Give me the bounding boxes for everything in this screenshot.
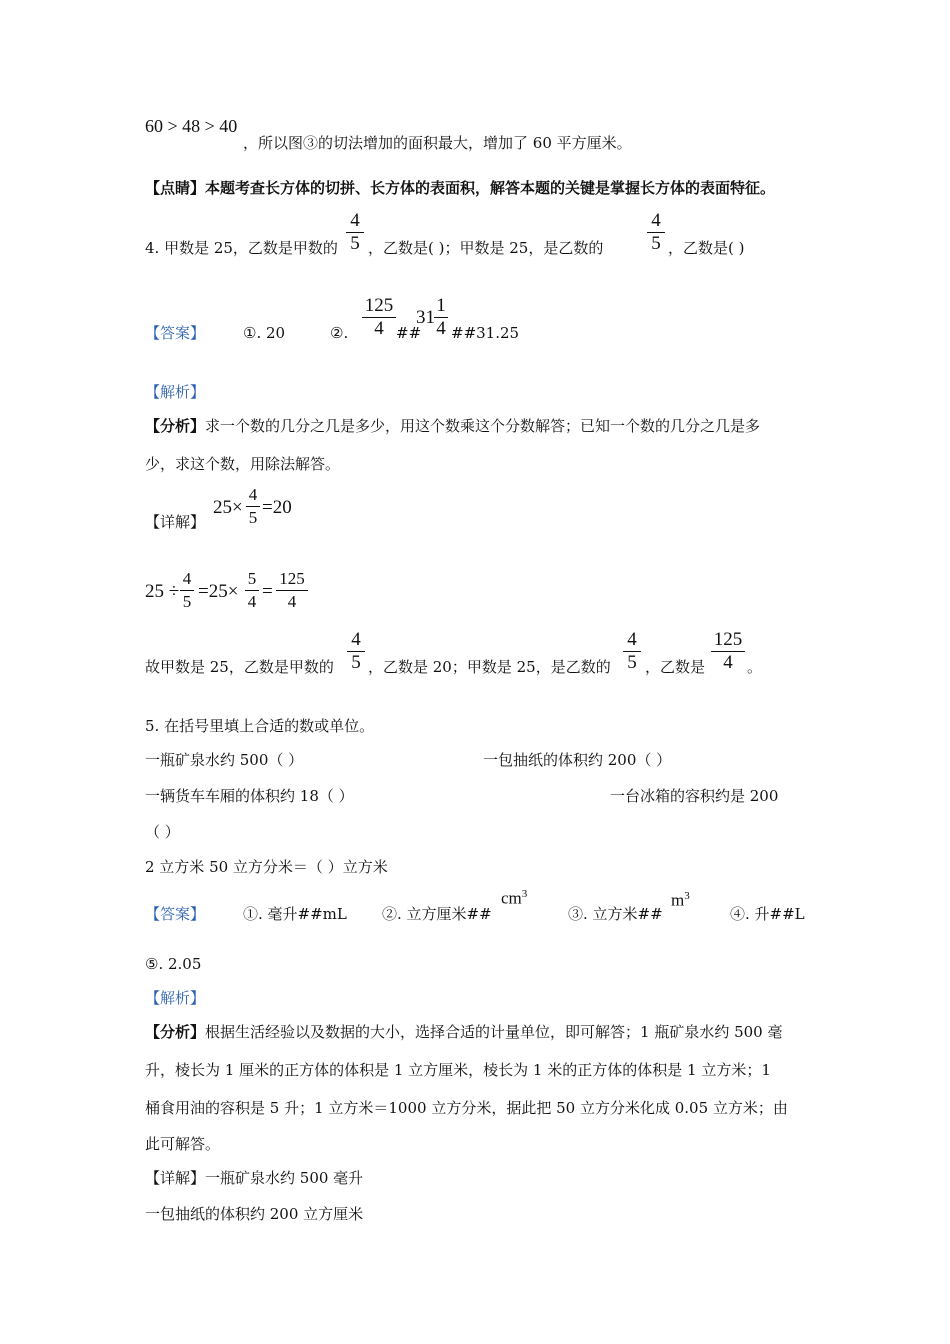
dianjing-note: 【点睛】本题考查长方体的切拼、长方体的表面积，解答本题的关键是掌握长方体的表面特征。 bbox=[145, 179, 776, 197]
q5-detail-1: 【详解】一瓶矿泉水约 500 毫升 bbox=[145, 1169, 364, 1187]
separator: ## bbox=[396, 324, 422, 342]
xiangjie-tag: 【详解】 bbox=[145, 513, 206, 531]
answer-2-rest: ##31.25 bbox=[451, 324, 520, 342]
conclusion-3: ，乙数是 bbox=[645, 658, 706, 676]
conclusion-1: 故甲数是 25，乙数是甲数的 bbox=[145, 658, 334, 676]
q5-answer-3: ③. 立方米## bbox=[568, 905, 663, 923]
q5-answer-5: ⑤. 2.05 bbox=[145, 955, 202, 973]
eq2-left: 25 ÷ bbox=[145, 581, 180, 602]
q5-answer-4: ④. 升##L bbox=[730, 905, 805, 923]
answer-tag: 【答案】 bbox=[145, 324, 206, 342]
q4-text-1: 4. 甲数是 25，乙数是甲数的 bbox=[145, 239, 338, 257]
conclusion-4: 。 bbox=[747, 658, 763, 676]
eq1-left: 25× bbox=[213, 497, 243, 518]
q5-item-1: 一瓶矿泉水约 500（ ） bbox=[145, 751, 304, 769]
conc-fraction-3: 125 4 bbox=[711, 629, 745, 674]
fenxi-text: 求一个数的几分之几是多少，用这个数乘这个分数解答；已知一个数的几分之几是多 bbox=[205, 417, 761, 435]
q5-item-2: 一包抽纸的体积约 200（ ） bbox=[483, 751, 672, 769]
q4-text-2: ，乙数是( )；甲数是 25，是乙数的 bbox=[368, 239, 604, 257]
q5-answer-tag: 【答案】 bbox=[145, 905, 206, 923]
q5-fenxi-2: 升，棱长为 1 厘米的正方体的体积是 1 立方厘米，棱长为 1 米的正方体的体积是 1 立方米；1 bbox=[145, 1061, 771, 1079]
conc-fraction-2: 4 5 bbox=[623, 629, 641, 674]
eq1-right: =20 bbox=[262, 497, 292, 518]
q5-detail-2: 一包抽纸的体积约 200 立方厘米 bbox=[145, 1205, 364, 1223]
eq2-eq: = bbox=[262, 581, 273, 602]
eq2-result: 125 4 bbox=[276, 568, 308, 613]
conc-fraction-1: 4 5 bbox=[347, 629, 365, 674]
q5-item-4-blank: （ ） bbox=[145, 823, 180, 841]
q5-answer-2: ②. 立方厘米## bbox=[382, 905, 492, 923]
q5-fenxi-text: 根据生活经验以及数据的大小，选择合适的计量单位，即可解答；1 瓶矿泉水约 500 毫 bbox=[205, 1023, 783, 1041]
mixed-whole: 31 bbox=[416, 307, 435, 328]
q5-fenxi-1: 【分析】根据生活经验以及数据的大小，选择合适的计量单位，即可解答；1 瓶矿泉水约 500 毫 bbox=[145, 1023, 783, 1041]
q5-title: 5. 在括号里填上合适的数或单位。 bbox=[145, 717, 375, 735]
unit-m3: $m^3$ bbox=[671, 890, 690, 910]
q5-item-4: 一台冰箱的容积约是 200 bbox=[610, 787, 779, 805]
eq1-fraction: 4 5 bbox=[246, 484, 260, 529]
jiexi-tag: 【解析】 bbox=[145, 383, 206, 401]
unit-cm3: $cm^3$ bbox=[501, 888, 528, 908]
fraction-4-5-b: 4 5 bbox=[647, 210, 665, 255]
q5-fenxi-4: 此可解答。 bbox=[145, 1135, 221, 1153]
q5-answer-1: ①. 毫升##mL bbox=[243, 905, 347, 923]
q5-item-3: 一辆货车车厢的体积约 18（ ） bbox=[145, 787, 354, 805]
conclusion-text: ，所以图③的切法增加的面积最大，增加了 60 平方厘米。 bbox=[243, 134, 632, 152]
inequality: 60 > 48 > 40 bbox=[145, 116, 238, 136]
eq2-fraction-1: 4 5 bbox=[180, 568, 194, 613]
fenxi-line-2: 少，求这个数，用除法解答。 bbox=[145, 455, 341, 473]
q5-fenxi-3: 桶食用油的容积是 5 升；1 立方米＝1000 立方分米，据此把 50 立方分米化成 0.05 立方米；由 bbox=[145, 1099, 788, 1117]
fenxi-line-1: 【分析】求一个数的几分之几是多少，用这个数乘这个分数解答；已知一个数的几分之几是多 bbox=[145, 417, 761, 435]
q5-item-5: 2 立方米 50 立方分米＝（ ）立方米 bbox=[145, 858, 388, 876]
fraction-125-4: 125 4 bbox=[362, 295, 396, 340]
q5-jiexi-tag: 【解析】 bbox=[145, 989, 206, 1007]
eq2-fraction-2: 5 4 bbox=[245, 568, 259, 613]
answer-1: ①. 20 bbox=[243, 324, 286, 342]
fraction-4-5: 4 5 bbox=[346, 210, 364, 255]
q4-text-3: ，乙数是( ) bbox=[668, 239, 745, 257]
conclusion-2: ，乙数是 20；甲数是 25，是乙数的 bbox=[368, 658, 611, 676]
mixed-fraction-1-4: 1 4 bbox=[434, 295, 448, 340]
eq2-mid: =25× bbox=[198, 581, 239, 602]
answer-2-label: ②. bbox=[330, 324, 349, 342]
